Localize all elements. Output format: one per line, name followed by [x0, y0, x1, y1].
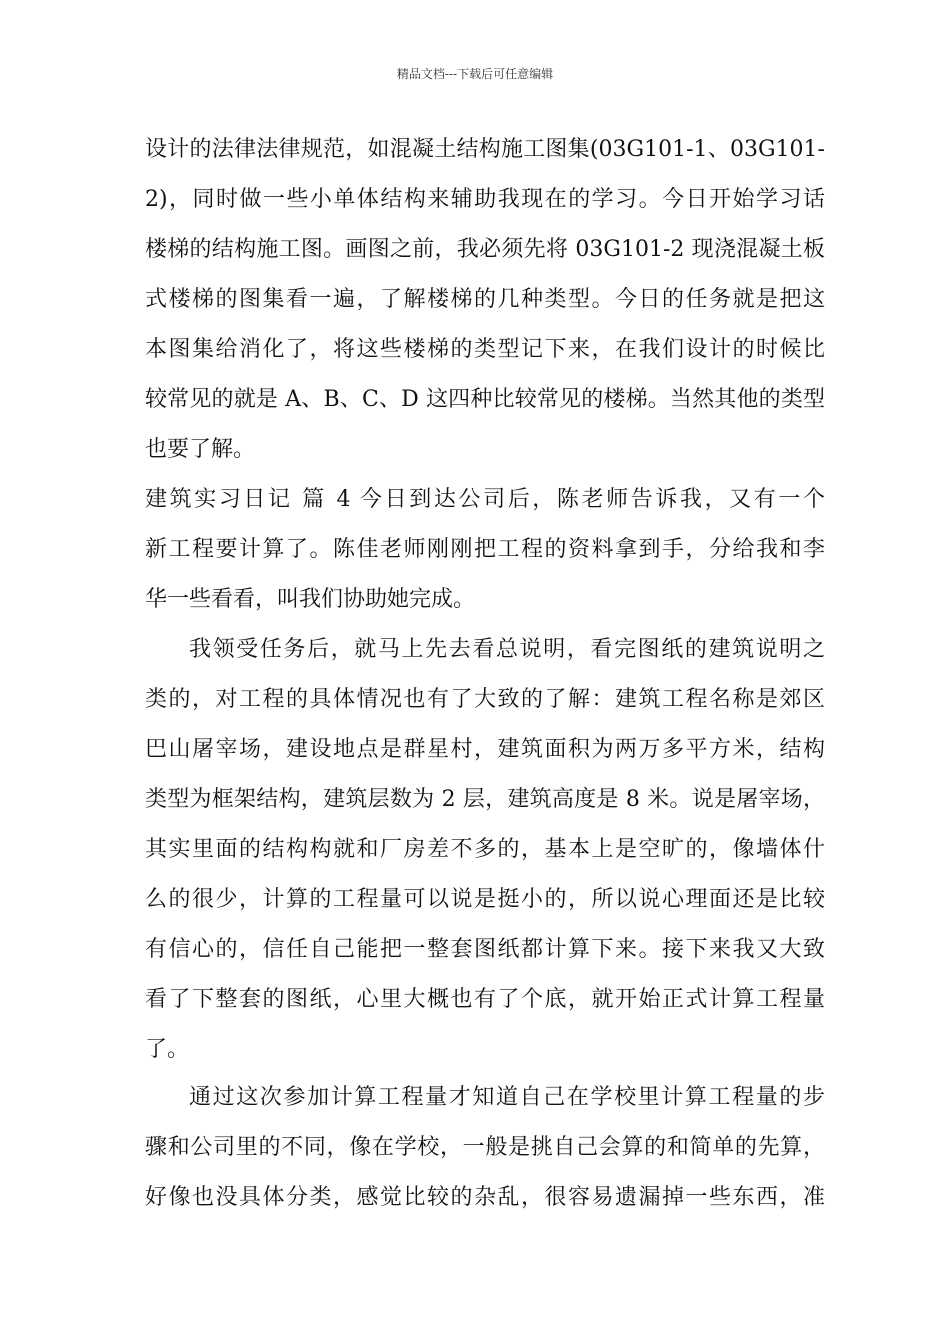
text-line: 设计的法律法律规范，如混凝土结构施工图集(03G101-1、03G101-: [145, 137, 825, 162]
text-line: 其实里面的结构构就和厂房差不多的，基本上是空旷的，像墙体什: [145, 837, 825, 862]
text-line: 较常见的就是 A、B、C、D 这四种比较常见的楼梯。当然其他的类型: [145, 387, 825, 412]
text-line: 也要了解。: [145, 437, 256, 462]
paragraph-block-2: [145, 625, 825, 1075]
text-line: 通过这次参加计算工程量才知道自己在学校里计算工程量的步: [189, 1085, 825, 1110]
text-line: 我领受任务后，就马上先去看总说明，看完图纸的建筑说明之: [189, 637, 825, 662]
text-line: 新工程要计算了。陈佳老师刚刚把工程的资料拿到手，分给我和李: [145, 537, 825, 562]
text-line: 么的很少，计算的工程量可以说是挺小的，所以说心理面还是比较: [145, 887, 825, 912]
text-line: 看了下整套的图纸，心里大概也有了个底，就开始正式计算工程量: [145, 987, 825, 1012]
section-heading-line: 建筑实习日记 篇 4 今日到达公司后，陈老师告诉我，又有一个: [145, 487, 825, 512]
text-line: 华一些看看，叫我们协助她完成。: [145, 587, 476, 612]
text-line: 2)，同时做一些小单体结构来辅助我现在的学习。今日开始学习话: [145, 187, 825, 212]
text-line: 本图集给消化了，将这些楼梯的类型记下来，在我们设计的时候比: [145, 337, 825, 362]
text-line: 类型为框架结构，建筑层数为 2 层，建筑高度是 8 米。说是屠宰场，: [145, 787, 825, 812]
text-line: 类的，对工程的具体情况也有了大致的了解：建筑工程名称是郊区: [145, 687, 825, 712]
text-line: 了。: [145, 1037, 190, 1062]
page-header: 精品文档---下载后可任意编辑: [396, 67, 554, 81]
paragraph-block-3: [145, 1073, 825, 1223]
text-line: 骤和公司里的不同，像在学校，一般是挑自己会算的和简单的先算，: [145, 1135, 825, 1160]
text-line: 楼梯的结构施工图。画图之前，我必须先将 03G101-2 现浇混凝土板: [145, 237, 825, 262]
text-line: 好像也没具体分类，感觉比较的杂乱，很容易遗漏掉一些东西，准: [145, 1185, 825, 1210]
text-line: 巴山屠宰场，建设地点是群星村，建筑面积为两万多平方米，结构: [145, 737, 825, 762]
text-line: 有信心的，信任自己能把一整套图纸都计算下来。接下来我又大致: [145, 937, 825, 962]
paragraph-block-1: [145, 125, 825, 625]
text-line: 式楼梯的图集看一遍，了解楼梯的几种类型。今日的任务就是把这: [145, 287, 825, 312]
